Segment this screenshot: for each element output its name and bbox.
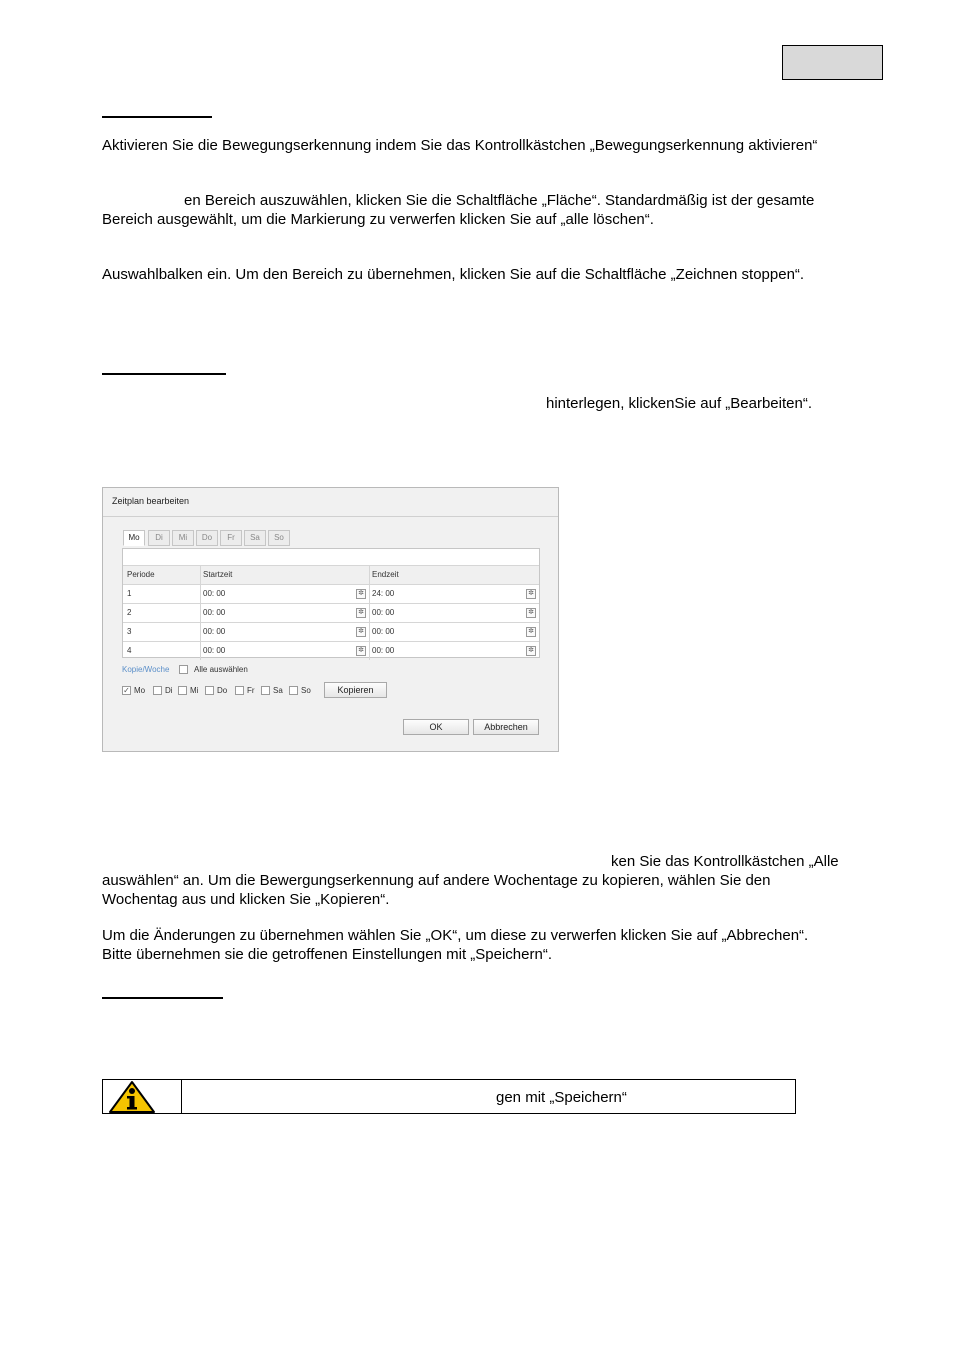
table-row <box>123 641 539 660</box>
table-row <box>123 603 539 622</box>
cancel-button[interactable]: Abbrechen <box>473 719 539 735</box>
tab-sa[interactable]: Sa <box>244 530 266 546</box>
paragraph-area-line2: Bereich ausgewählt, um die Markierung zu verwerfen klicken Sie auf „alle löschen“. <box>102 211 654 228</box>
day-checkbox-sa[interactable] <box>261 686 270 695</box>
paragraph-activate: Aktivieren Sie die Bewegungserkennung indem Sie das Kontrollkästchen „Bewegungserkennung aktivieren“ <box>102 137 818 154</box>
table-row <box>123 584 539 603</box>
day-label-sa: Sa <box>273 686 283 695</box>
day-checkbox-mi[interactable] <box>178 686 187 695</box>
clock-picker-icon[interactable]: ✲ <box>526 627 536 637</box>
ok-button[interactable]: OK <box>403 719 469 735</box>
clock-picker-icon[interactable]: ✲ <box>526 589 536 599</box>
day-checkbox-do[interactable] <box>205 686 214 695</box>
section-heading-underline <box>102 997 223 999</box>
period-cell: 1 <box>127 589 132 598</box>
column-header-start: Startzeit <box>203 570 233 579</box>
end-time-field[interactable]: 00: 00 <box>372 627 395 636</box>
start-time-field[interactable]: 00: 00 <box>203 589 226 598</box>
tab-so[interactable]: So <box>268 530 290 546</box>
day-label-mi: Mi <box>190 686 199 695</box>
tab-fr[interactable]: Fr <box>220 530 242 546</box>
period-cell: 3 <box>127 627 132 636</box>
clock-picker-icon[interactable]: ✲ <box>356 589 366 599</box>
schedule-table <box>122 548 540 658</box>
tab-di[interactable]: Di <box>148 530 170 546</box>
select-all-label: Alle auswählen <box>194 665 248 674</box>
end-time-field[interactable]: 00: 00 <box>372 646 395 655</box>
info-note-box <box>102 1079 796 1114</box>
clock-picker-icon[interactable]: ✲ <box>526 646 536 656</box>
column-header-period: Periode <box>127 570 155 579</box>
dialog-header <box>103 488 558 517</box>
day-label-so: So <box>301 686 311 695</box>
schedule-dialog <box>102 487 559 752</box>
paragraph-ok-cancel-line1: Um die Änderungen zu übernehmen wählen Sie „OK“, um diese zu verwerfen klicken Sie auf „Abbrechen“. <box>102 927 809 944</box>
day-label-di: Di <box>165 686 173 695</box>
period-cell: 4 <box>127 646 132 655</box>
paragraph-select-all-line3: Wochentag aus und klicken Sie „Kopieren“. <box>102 891 390 908</box>
day-checkbox-mo[interactable]: ✓ <box>123 686 130 695</box>
tab-do[interactable]: Do <box>196 530 218 546</box>
tab-mo[interactable]: Mo <box>123 530 145 546</box>
day-label-do: Do <box>217 686 228 695</box>
tab-mi[interactable]: Mi <box>172 530 194 546</box>
start-time-field[interactable]: 00: 00 <box>203 646 226 655</box>
end-time-field[interactable]: 24: 00 <box>372 589 395 598</box>
day-checkbox-di[interactable] <box>153 686 162 695</box>
select-all-checkbox[interactable] <box>179 665 188 674</box>
start-time-field[interactable]: 00: 00 <box>203 627 226 636</box>
language-label-box <box>782 45 883 80</box>
end-time-field[interactable]: 00: 00 <box>372 608 395 617</box>
paragraph-area-line1: en Bereich auszuwählen, klicken Sie die Schaltfläche „Fläche“. Standardmäßig ist der gesamte <box>184 192 815 209</box>
day-label-fr: Fr <box>247 686 255 695</box>
info-icon-cell <box>103 1080 182 1113</box>
section-heading-underline <box>102 373 226 375</box>
paragraph-ok-cancel-line2: Bitte übernehmen sie die getroffenen Einstellungen mit „Speichern“. <box>102 946 552 963</box>
table-row <box>123 622 539 641</box>
info-note-text: gen mit „Speichern“ <box>496 1089 627 1106</box>
clock-picker-icon[interactable]: ✲ <box>356 627 366 637</box>
section-heading-underline <box>102 116 212 118</box>
dialog-body <box>103 517 558 751</box>
start-time-field[interactable]: 00: 00 <box>203 608 226 617</box>
day-checkbox-so[interactable] <box>289 686 298 695</box>
paragraph-draw: Auswahlbalken ein. Um den Bereich zu übernehmen, klicken Sie auf die Schaltfläche „Zeichnen stoppen“. <box>102 266 805 283</box>
period-cell: 2 <box>127 608 132 617</box>
clock-picker-icon[interactable]: ✲ <box>356 646 366 656</box>
copy-button[interactable]: Kopieren <box>324 682 387 698</box>
clock-picker-icon[interactable]: ✲ <box>526 608 536 618</box>
column-header-end: Endzeit <box>372 570 399 579</box>
copy-week-link[interactable]: Kopie/Woche <box>122 665 170 674</box>
paragraph-select-all-line1: ken Sie das Kontrollkästchen „Alle <box>611 853 839 870</box>
clock-picker-icon[interactable]: ✲ <box>356 608 366 618</box>
dialog-title: Zeitplan bearbeiten <box>112 496 190 506</box>
paragraph-select-all-line2: auswählen“ an. Um die Bewergungserkennung auf andere Wochentage zu kopieren, wählen Sie den <box>102 872 771 889</box>
paragraph-schedule: hinterlegen, klickenSie auf „Bearbeiten“. <box>546 395 812 412</box>
day-label-mo: Mo <box>134 686 146 695</box>
day-checkbox-fr[interactable] <box>235 686 244 695</box>
info-warning-icon <box>107 1080 157 1114</box>
table-header-row <box>123 565 539 584</box>
